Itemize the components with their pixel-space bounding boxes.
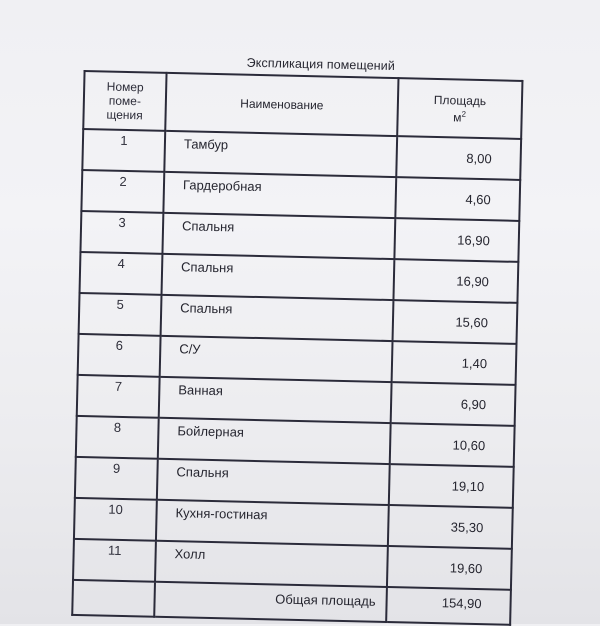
room-area: 35,30 [388,505,513,549]
room-name: Спальня [157,459,390,505]
room-name: Ванная [159,377,392,423]
room-area: 6,90 [391,382,516,426]
header-room-number-line-2: поме- [108,93,142,109]
document-title: Экспликация помещений [246,55,396,74]
header-room-number-line-1: Номер [106,79,144,95]
total-area-value: 154,90 [386,587,511,625]
header-area-unit-sup: 2 [461,109,467,119]
room-name: С/У [160,336,393,382]
room-area: 4,60 [395,177,520,221]
room-explication-table [71,70,523,626]
header-area-unit-wrap [398,106,520,126]
room-number: 8 [76,416,159,459]
room-area: 10,60 [390,423,515,467]
total-area-label: Общая площадь [154,582,387,622]
room-number: 5 [79,293,162,336]
room-name: Спальня [162,254,395,300]
room-name: Бойлерная [158,418,391,464]
room-name: Спальня [161,295,394,341]
room-name: Тамбур [164,131,397,177]
room-area: 16,90 [394,218,519,262]
room-name: Спальня [162,213,395,259]
header-area [397,78,522,139]
room-number: 6 [78,334,161,377]
room-area: 19,10 [389,464,514,508]
header-room-name: Наименование [165,73,398,136]
room-number: 10 [74,498,157,541]
table-header-row [83,71,522,139]
room-number: 11 [73,539,156,582]
room-area: 16,90 [393,259,518,303]
header-room-number [83,71,166,131]
room-area: 8,00 [396,136,521,180]
room-name: Кухня-гостиная [156,500,389,546]
room-name: Гардеробная [163,172,396,218]
room-number: 2 [81,170,164,213]
header-area-unit: м [453,109,462,125]
room-explication-document [71,52,528,626]
table-body [72,129,521,625]
header-room-number-line-3: щения [106,107,143,123]
room-name: Холл [155,541,388,587]
total-empty-cell [72,580,155,617]
header-area-label: Площадь [433,92,487,108]
room-area: 1,40 [392,341,517,385]
room-number: 1 [82,129,165,172]
room-number: 7 [77,375,160,418]
room-area: 15,60 [393,300,518,344]
room-number: 4 [80,252,163,295]
room-number: 3 [80,211,163,254]
room-number: 9 [75,457,158,500]
room-area: 19,60 [387,546,512,590]
